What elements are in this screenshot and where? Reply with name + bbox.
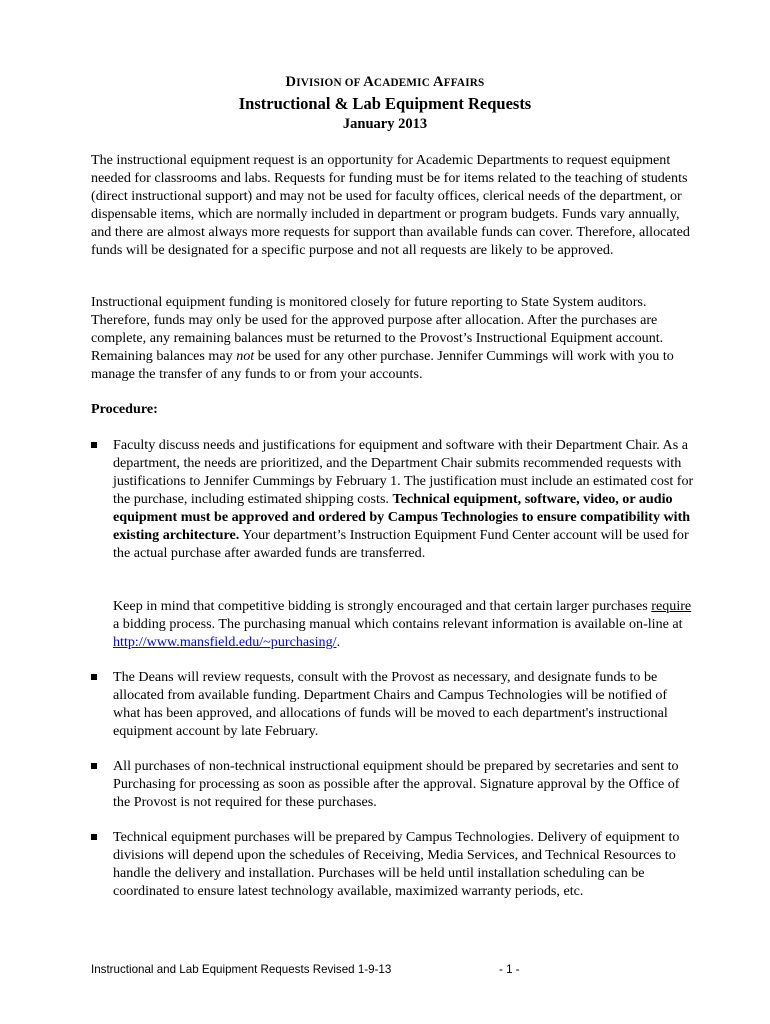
intro-paragraph-1: The instructional equipment request is an opportunity for Academic Departments to request equipment needed for classrooms and labs. Requests for funding must be for items related to the teaching of students (direct instructional support) and may not be used for faculty offices, clerical needs of the department, or dispensable items, which are normally included in department or program budgets. Funds vary annually, and there are almost always more requests for support than available funds can cover. Therefore, allocated funds will be designated for a specific purpose and not all requests are likely to be approved. bbox=[91, 152, 690, 258]
division-cap-a2: A bbox=[433, 74, 444, 90]
document-header bbox=[0, 72, 770, 134]
division-cap-d: D bbox=[285, 74, 297, 90]
bullet-1-text-part-2: Your department’s Instruction Equipment Fund Center account will be used for the actual purchase after awarded funds are transferred. bbox=[113, 527, 689, 561]
bullet-1-bidding-note bbox=[113, 597, 696, 651]
bidding-note-end: . bbox=[336, 634, 341, 650]
bullet-square-icon bbox=[91, 834, 97, 840]
bullet-3-text: All purchases of non-technical instructional equipment should be prepared by secretaries and sent to Purchasing for processing as soon as possible after the approval. Signature approval by the Office of the Provost is not required for these purchases. bbox=[113, 758, 680, 810]
intro-p2-text-2: be used for any other purchase. Jennifer Cummings will work with you to manage the transfer of any funds to or from your accounts. bbox=[91, 348, 674, 382]
division-rest-3: FFAIRS bbox=[443, 77, 485, 89]
document-title: Instructional & Lab Equipment Requests bbox=[238, 94, 532, 113]
bidding-note-underline: require bbox=[651, 598, 692, 614]
bullet-1-text bbox=[113, 436, 696, 562]
division-rest-1: IVISION OF bbox=[296, 77, 364, 89]
intro-p2-emphasis: not bbox=[236, 348, 255, 364]
intro-p2-text-1: Instructional equipment funding is monitored closely for future reporting to State System auditors. Therefore, funds may only be used for the approved purpose after allocation. After the purchases are complete, any remaining balances must be returned to the Provost’s Instructional Equipment account. Remaining balances may bbox=[91, 294, 664, 364]
division-cap-a1: A bbox=[363, 74, 374, 90]
footer-document-label: Instructional and Lab Equipment Requests Revised 1-9-13 bbox=[91, 963, 392, 976]
division-rest-2: CADEMIC bbox=[373, 77, 434, 89]
purchasing-manual-link[interactable]: http://www.mansfield.edu/~purchasing/ bbox=[113, 634, 337, 650]
document-date: January 2013 bbox=[342, 116, 428, 132]
bullet-square-icon bbox=[91, 442, 97, 448]
bullet-1-text-part-1: Faculty discuss needs and justifications for equipment and software with their Department Chair. As a department, the needs are prioritized, and the Department Chair submits recommended requests with justifications to Jennifer Cummings by February 1. The justification must include an estimated cost for the purchase, including estimated shipping costs. bbox=[113, 437, 694, 507]
bullet-square-icon bbox=[91, 763, 97, 769]
bullet-square-icon bbox=[91, 674, 97, 680]
bullet-4-text: Technical equipment purchases will be prepared by Campus Technologies. Delivery of equipment to divisions will depend upon the schedules of Receiving, Media Services, and Technical Resources to handle the delivery and installation. Purchases will be held until installation scheduling can be coordinated to ensure latest technology available, maximized warranty periods, etc. bbox=[113, 829, 680, 899]
procedure-heading: Procedure: bbox=[91, 401, 158, 417]
bidding-note-text-2: a bidding process. The purchasing manual which contains relevant information is available on-line at bbox=[113, 616, 683, 632]
division-title bbox=[0, 72, 770, 93]
bullet-1-bold-text: Technical equipment, software, video, or audio equipment must be approved and ordered by Campus Technologies to ensure compatibility with existing architecture. bbox=[113, 491, 691, 543]
bullet-2-text: The Deans will review requests, consult with the Provost as necessary, and designate funds to be allocated from available funding. Department Chairs and Campus Technologies will be notified of what has been approved, and allocations of funds will be moved to each department's instructional equipment account by late February. bbox=[113, 669, 668, 739]
footer-page-number: - 1 - bbox=[499, 963, 520, 976]
bidding-note-text-1: Keep in mind that competitive bidding is strongly encouraged and that certain larger purchases bbox=[113, 598, 652, 614]
page-footer bbox=[91, 963, 691, 977]
intro-paragraph-2 bbox=[91, 293, 691, 383]
